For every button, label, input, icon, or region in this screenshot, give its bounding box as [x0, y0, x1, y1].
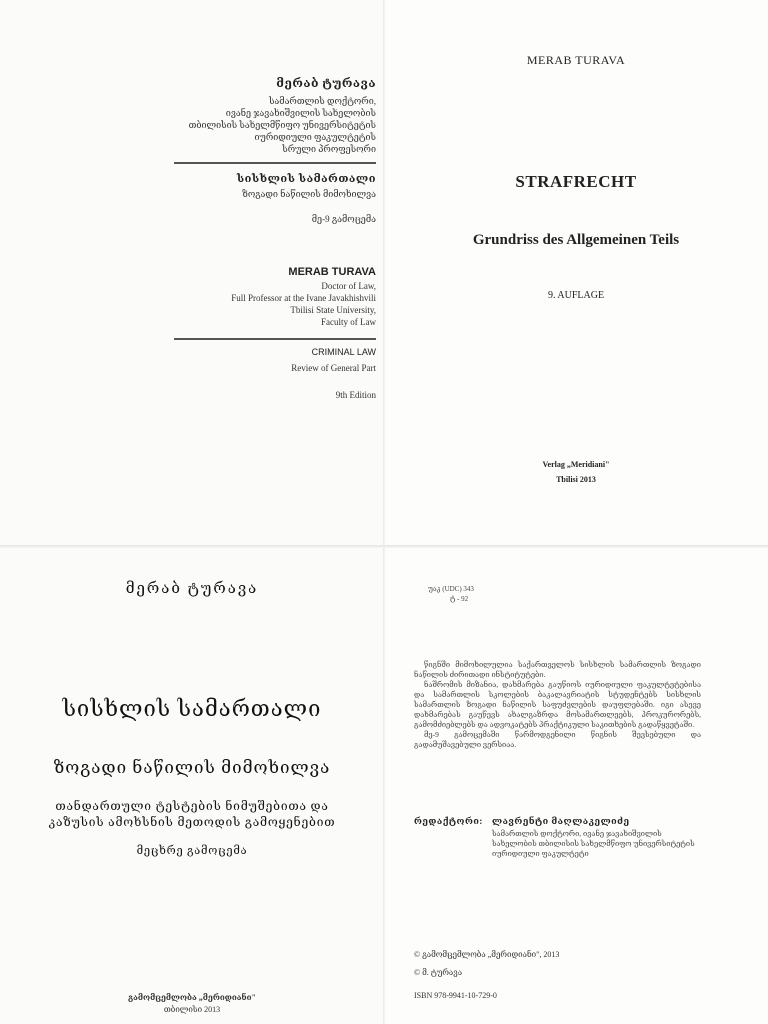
- editor-name: ლავრენტი მაღლაკელიძე: [492, 816, 630, 826]
- page-top-right: [384, 0, 768, 545]
- credential-line: თბილისის სახელმწიფო უნივერსიტეტის: [188, 120, 376, 130]
- publisher: Verlag „Meridiani": [542, 460, 610, 469]
- page-top-left: [0, 0, 384, 545]
- divider: [174, 338, 376, 340]
- edition: 9. AUFLAGE: [547, 290, 605, 301]
- editor-credentials: სამართლის დოქტორი, ივანე ჯავახიშვილის სახელობის თბილისის სახელმწიფო უნივერსიტეტის იურიდიული ფაკულტეტი: [492, 829, 695, 858]
- page-bottom-right: [384, 548, 768, 1024]
- book-title-english: CRIMINAL LAW: [311, 347, 376, 357]
- book-title: STRAFRECHT: [515, 172, 637, 191]
- credential-line: ივანე ჯავახიშვილის სახელობის: [225, 108, 376, 118]
- author-name: მერაბ ტურავა: [125, 581, 259, 597]
- isbn: ISBN 978-9941-10-729-0: [414, 991, 497, 1000]
- copyright-author: © მ. ტურავა: [414, 968, 463, 977]
- book-title-georgian: სისხლის სამართალი: [236, 173, 376, 185]
- description-line-2: კაზუსის ამოხსნის მეთოდის გამოყენებით: [48, 815, 336, 829]
- book-subtitle: ზოგადი ნაწილის მიმოხილვა: [53, 758, 331, 777]
- author-name-georgian: მერაბ ტურავა: [276, 76, 376, 90]
- book-subtitle: Grundriss des Allgemeinen Teils: [472, 232, 680, 248]
- book-title: სისხლის სამართალი: [62, 696, 322, 721]
- publisher: გამომცემლობა „მერიდიანი": [128, 993, 256, 1002]
- author-name: MERAB TURAVA: [526, 53, 626, 67]
- edition-english: 9th Edition: [335, 390, 376, 400]
- divider: [174, 162, 376, 164]
- annotation-paragraph: მე-9 გამოცემაში წარმოდგენილი წიგნის შევსებული და გადამუშავებული ვერსიაა.: [414, 730, 701, 749]
- credential-line: Tbilisi State University,: [290, 305, 376, 315]
- credential-line: Faculty of Law: [321, 317, 376, 327]
- author-credentials-georgian: [116, 95, 376, 155]
- annotation-paragraph: ნაშრომის მიზანია, დახმარება გაუწიოს იურიდიული ფაკულტეტებისა და სამართლის სკოლების ბაკალავრიატის სტუდენტებს სისხლის სამართლის ზოგადი ნაწილის საფუძვლების დაუფლებაში. იგი ასევე დახმარებას გაუწევს ახალგაზრდა მოსამართლეებს, პროკურორებს, გამომძიებლებს და ადვოკატებს პრაქტიკული საკითხების გადაწყვეტაში.: [414, 680, 701, 729]
- annotation-paragraph: წიგნში მიმოხილულია საქართველოს სისხლის სამართლის ზოგადი ნაწილის ძირითადი ინსტიტუტები.: [414, 660, 701, 679]
- copyright-publisher: © გამომცემლობა „მერიდიანი", 2013: [414, 950, 560, 959]
- credential-line: Doctor of Law,: [321, 281, 376, 291]
- edition-georgian: მე-9 გამოცემა: [311, 214, 376, 224]
- credential-line: სამართლის დოქტორი,: [268, 96, 376, 106]
- credential-line: იურიდიული ფაკულტეტის: [254, 132, 376, 142]
- city-year: Tbilisi 2013: [556, 475, 596, 484]
- book-subtitle-georgian: ზოგადი ნაწილის მიმოხილვა: [242, 189, 376, 199]
- page-bottom-left: [0, 548, 384, 1024]
- page-fold-horizontal: [0, 545, 768, 548]
- author-name-english: MERAB TURAVA: [288, 266, 376, 278]
- annotation-text: [414, 660, 701, 750]
- author-credentials-english: [76, 280, 376, 328]
- page-fold-vertical: [383, 0, 385, 1024]
- description-line-1: თანდართული ტესტების ნიმუშებითა და: [55, 799, 329, 813]
- classification-code: ტ - 92: [450, 595, 469, 603]
- city-year: თბილისი 2013: [163, 1005, 221, 1014]
- udc-code: უაკ (UDC) 343: [428, 585, 474, 593]
- book-subtitle-english: Review of General Part: [291, 363, 376, 373]
- edition: მეცხრე გამოცემა: [136, 845, 248, 857]
- editor-label: რედაქტორი:: [414, 816, 483, 826]
- credential-line: Full Professor at the Ivane Javakhishvili: [231, 293, 376, 303]
- credential-line: სრული პროფესორი: [282, 144, 376, 154]
